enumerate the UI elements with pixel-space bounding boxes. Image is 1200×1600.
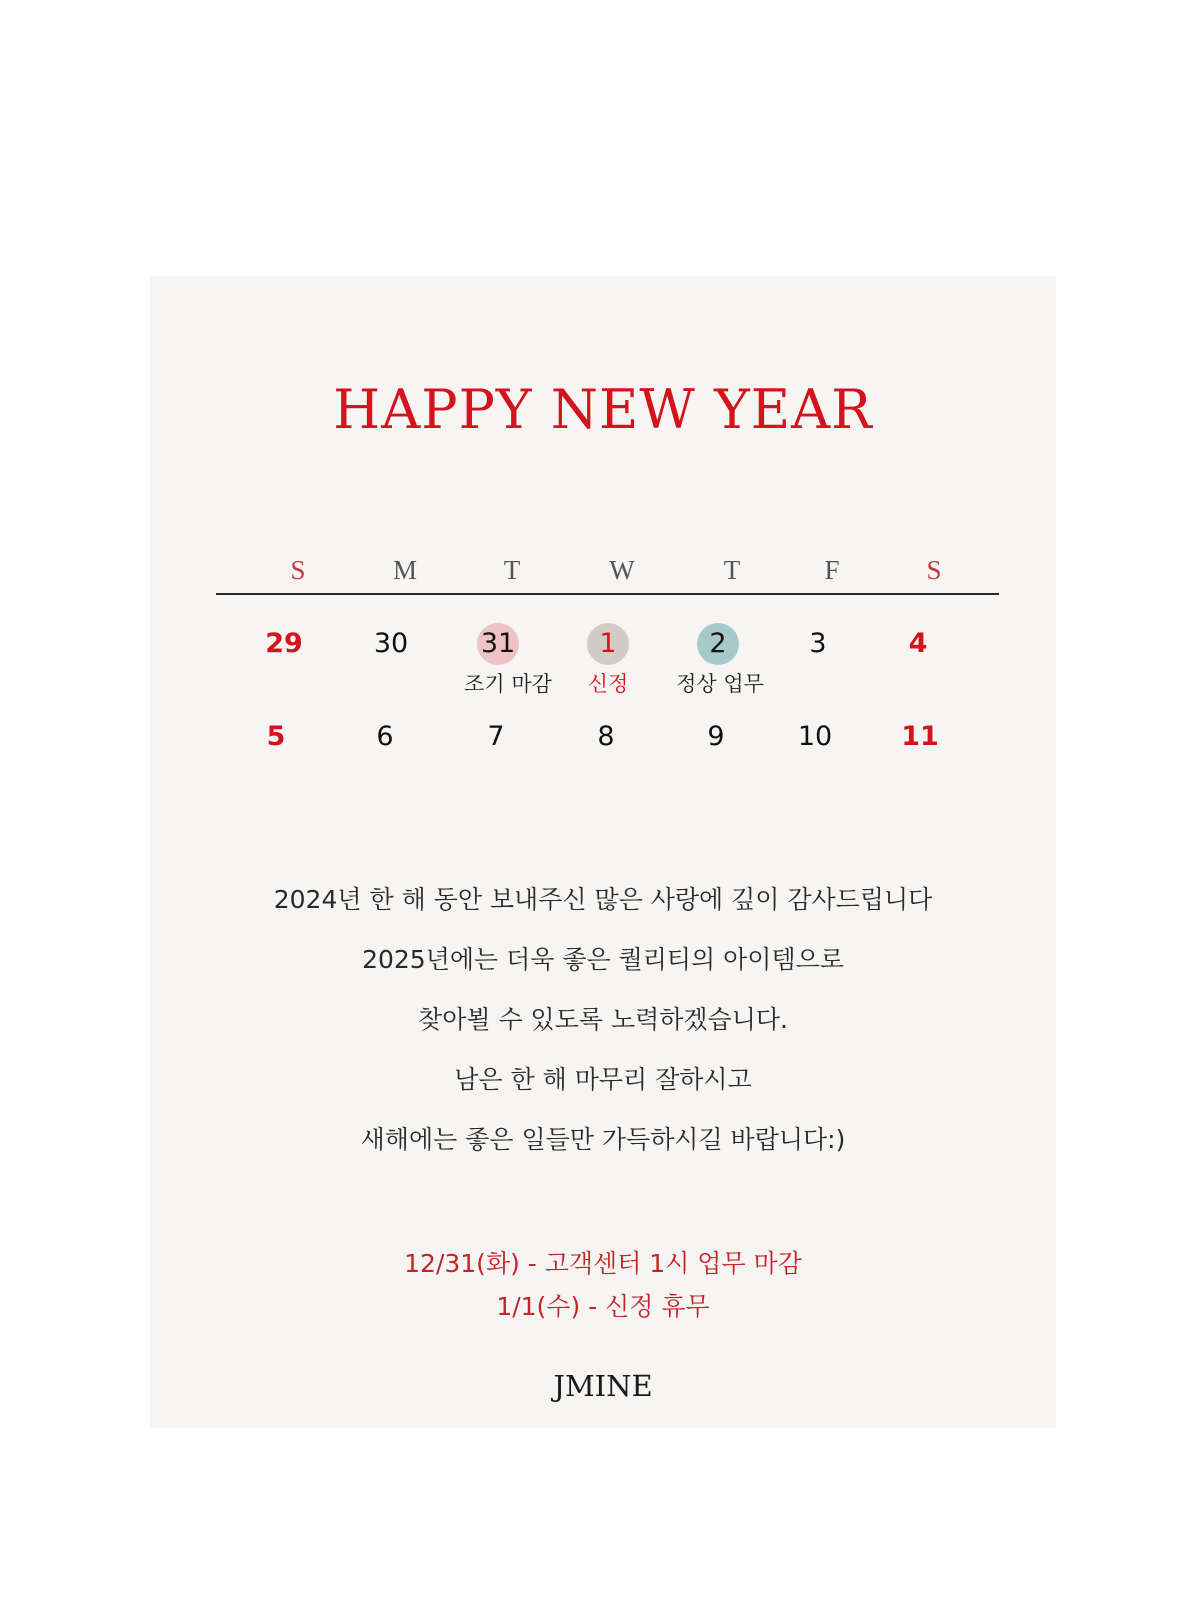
- weekday-wed: W: [609, 555, 635, 585]
- calendar-day: 9: [707, 721, 725, 752]
- new-year-notice-card: [150, 276, 1056, 1428]
- weekday-tue: T: [503, 555, 521, 585]
- holiday-note: 신정: [587, 672, 629, 696]
- calendar-day: 6: [376, 721, 394, 752]
- calendar-divider: [216, 593, 999, 595]
- notice-line: 1/1(수) - 신정 휴무: [496, 1292, 710, 1321]
- notice-line: 12/31(화) - 고객센터 1시 업무 마감: [404, 1249, 802, 1278]
- card-title: HAPPY NEW YEAR: [333, 378, 873, 441]
- greeting-line: 2025년에는 더욱 좋은 퀄리티의 아이템으로: [362, 945, 844, 974]
- calendar-day: 11: [901, 721, 939, 752]
- greeting-line: 남은 한 해 마무리 잘하시고: [454, 1065, 752, 1094]
- calendar-day: 1: [599, 628, 617, 659]
- schedule-notice: [150, 1242, 1056, 1328]
- weekday-fri: F: [824, 555, 840, 585]
- calendar-day: 5: [266, 721, 286, 752]
- weekday-sun: S: [290, 555, 306, 585]
- greeting-line: 2024년 한 해 동안 보내주신 많은 사랑에 깊이 감사드립니다: [273, 885, 933, 914]
- brand-logo: JMINE: [553, 1369, 653, 1403]
- calendar-day: 7: [487, 721, 505, 752]
- calendar-day: 31: [480, 628, 516, 659]
- normal-work-note: 정상 업무: [676, 672, 764, 696]
- greeting-line: 찾아뵐 수 있도록 노력하겠습니다.: [418, 1005, 788, 1034]
- early-close-note: 조기 마감: [464, 672, 552, 696]
- weekday-sat: S: [926, 555, 942, 585]
- calendar-day: 8: [597, 721, 615, 752]
- calendar-day: 2: [709, 628, 727, 659]
- calendar-day: 4: [908, 628, 928, 659]
- calendar-day: 29: [265, 628, 303, 659]
- weekday-mon: M: [392, 555, 417, 585]
- weekday-thu: T: [723, 555, 741, 585]
- weekday-header: [216, 550, 996, 590]
- calendar-day: 10: [797, 721, 833, 752]
- greeting-line: 새해에는 좋은 일들만 가득하시길 바랍니다:): [360, 1125, 846, 1154]
- calendar-day: 30: [373, 628, 409, 659]
- greeting-message: [150, 870, 1056, 1170]
- calendar-day: 3: [809, 628, 827, 659]
